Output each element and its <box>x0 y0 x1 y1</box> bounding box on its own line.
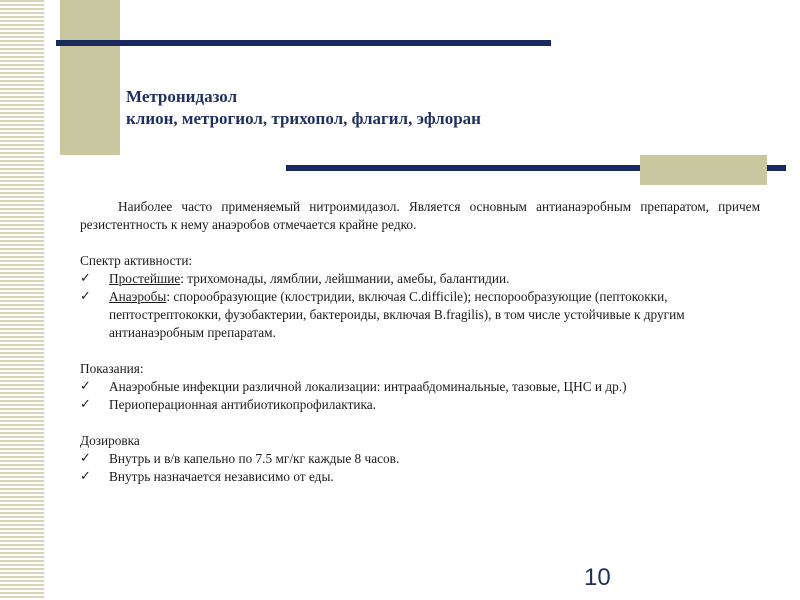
checkmark-icon: ✓ <box>80 271 91 286</box>
title-line-2: клион, метрогиол, трихопол, флагил, эфлоран <box>126 109 481 128</box>
dosage-section <box>80 432 760 486</box>
item-text: Периоперационная антибиотикопрофилактика. <box>109 397 376 412</box>
spectrum-section <box>80 252 760 342</box>
list-item <box>80 468 760 486</box>
list-item <box>80 288 760 342</box>
page-number: 10 <box>584 564 611 591</box>
item-text: Анаэробные инфекции различной локализации: интраабдоминальные, тазовые, ЦНС и др.) <box>109 379 627 394</box>
checkmark-icon: ✓ <box>80 451 91 466</box>
title-line-1: Метронидазол <box>126 87 238 106</box>
dosage-heading: Дозировка <box>80 433 140 448</box>
list-item <box>80 450 760 468</box>
spectrum-heading: Спектр активности: <box>80 253 193 268</box>
decorative-tan-block-right <box>640 155 767 185</box>
item-text: : спорообразующие (клостридии, включая C.difficile); неспорообразующие (пептококки, пептострептококки, фузобактерии, бактероиды, включая B.fragilis), в том числе устойчивые к другим антианаэробным препаратам. <box>109 289 685 340</box>
item-text: Внутрь и в/в капельно по 7.5 мг/кг каждые 8 часов. <box>109 451 400 466</box>
item-term: Анаэробы <box>109 289 167 304</box>
checkmark-icon: ✓ <box>80 289 91 304</box>
decorative-tan-block-top <box>60 0 120 155</box>
list-item <box>80 270 760 288</box>
indications-heading: Показания: <box>80 361 144 376</box>
checkmark-icon: ✓ <box>80 469 91 484</box>
checkmark-icon: ✓ <box>80 379 91 394</box>
slide-content <box>80 198 760 486</box>
slide-title <box>126 86 481 130</box>
decorative-navy-line-top <box>56 40 551 46</box>
list-item <box>80 396 760 414</box>
checkmark-icon: ✓ <box>80 397 91 412</box>
intro-paragraph: Наиболее часто применяемый нитроимидазол. Является основным антианаэробным препаратом, причем резистентность к нему анаэробов отмечается крайне редко. <box>80 199 760 232</box>
indications-section <box>80 360 760 414</box>
item-text: Внутрь назначается независимо от еды. <box>109 469 334 484</box>
list-item <box>80 378 760 396</box>
item-term: Простейшие <box>109 271 181 286</box>
item-text: : трихомонады, лямблии, лейшмании, амебы, балантидии. <box>180 271 510 286</box>
decorative-stripes <box>0 0 44 600</box>
